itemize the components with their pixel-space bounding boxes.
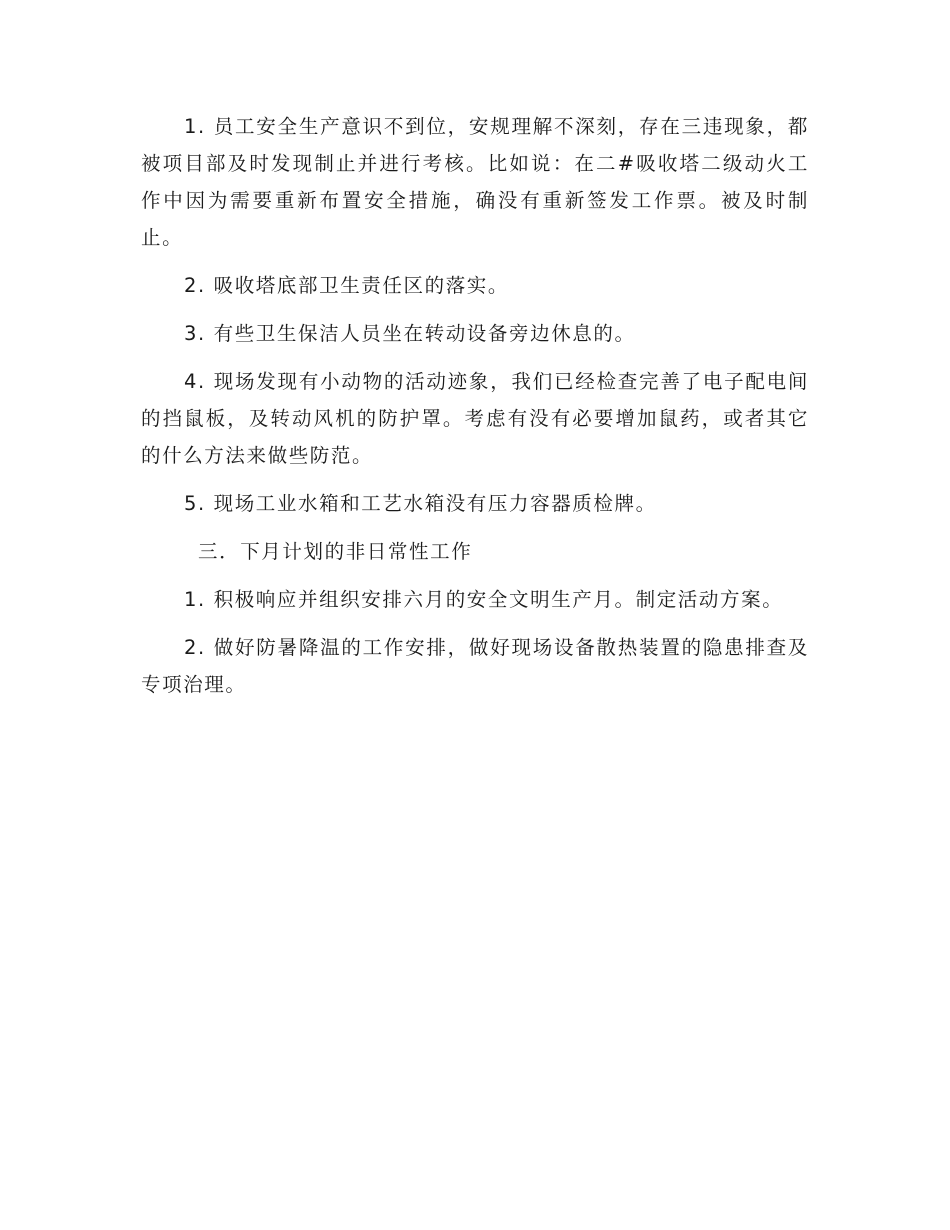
document-body: [141, 108, 809, 714]
paragraph-item-3: 3. 有些卫生保洁人员坐在转动设备旁边休息的。: [184, 322, 636, 345]
paragraph-item-4: 4. 现场发现有小动物的活动迹象，我们已经检查完善了电子配电间的挡鼠板，及转动风机的防护罩。考虑有没有必要增加鼠药，或者其它的什么方法来做些防范。: [141, 370, 809, 467]
section-heading: 三．下月计划的非日常性工作: [198, 540, 473, 563]
plan-item-2: 2. 做好防暑降温的工作安排，做好现场设备散热装置的隐患排查及专项治理。: [141, 636, 809, 696]
paragraph-item-2: 2. 吸收塔底部卫生责任区的落实。: [184, 274, 510, 297]
paragraph-item-1: 1. 员工安全生产意识不到位，安规理解不深刻，存在三违现象，都被项目部及时发现制止并进行考核。比如说：在二#吸收塔二级动火工作中因为需要重新布置安全措施，确没有重新签发工作票。被及时制止。: [141, 115, 809, 249]
plan-item-1: 1. 积极响应并组织安排六月的安全文明生产月。制定活动方案。: [184, 588, 784, 611]
paragraph-item-5: 5. 现场工业水箱和工艺水箱没有压力容器质检牌。: [184, 492, 657, 515]
